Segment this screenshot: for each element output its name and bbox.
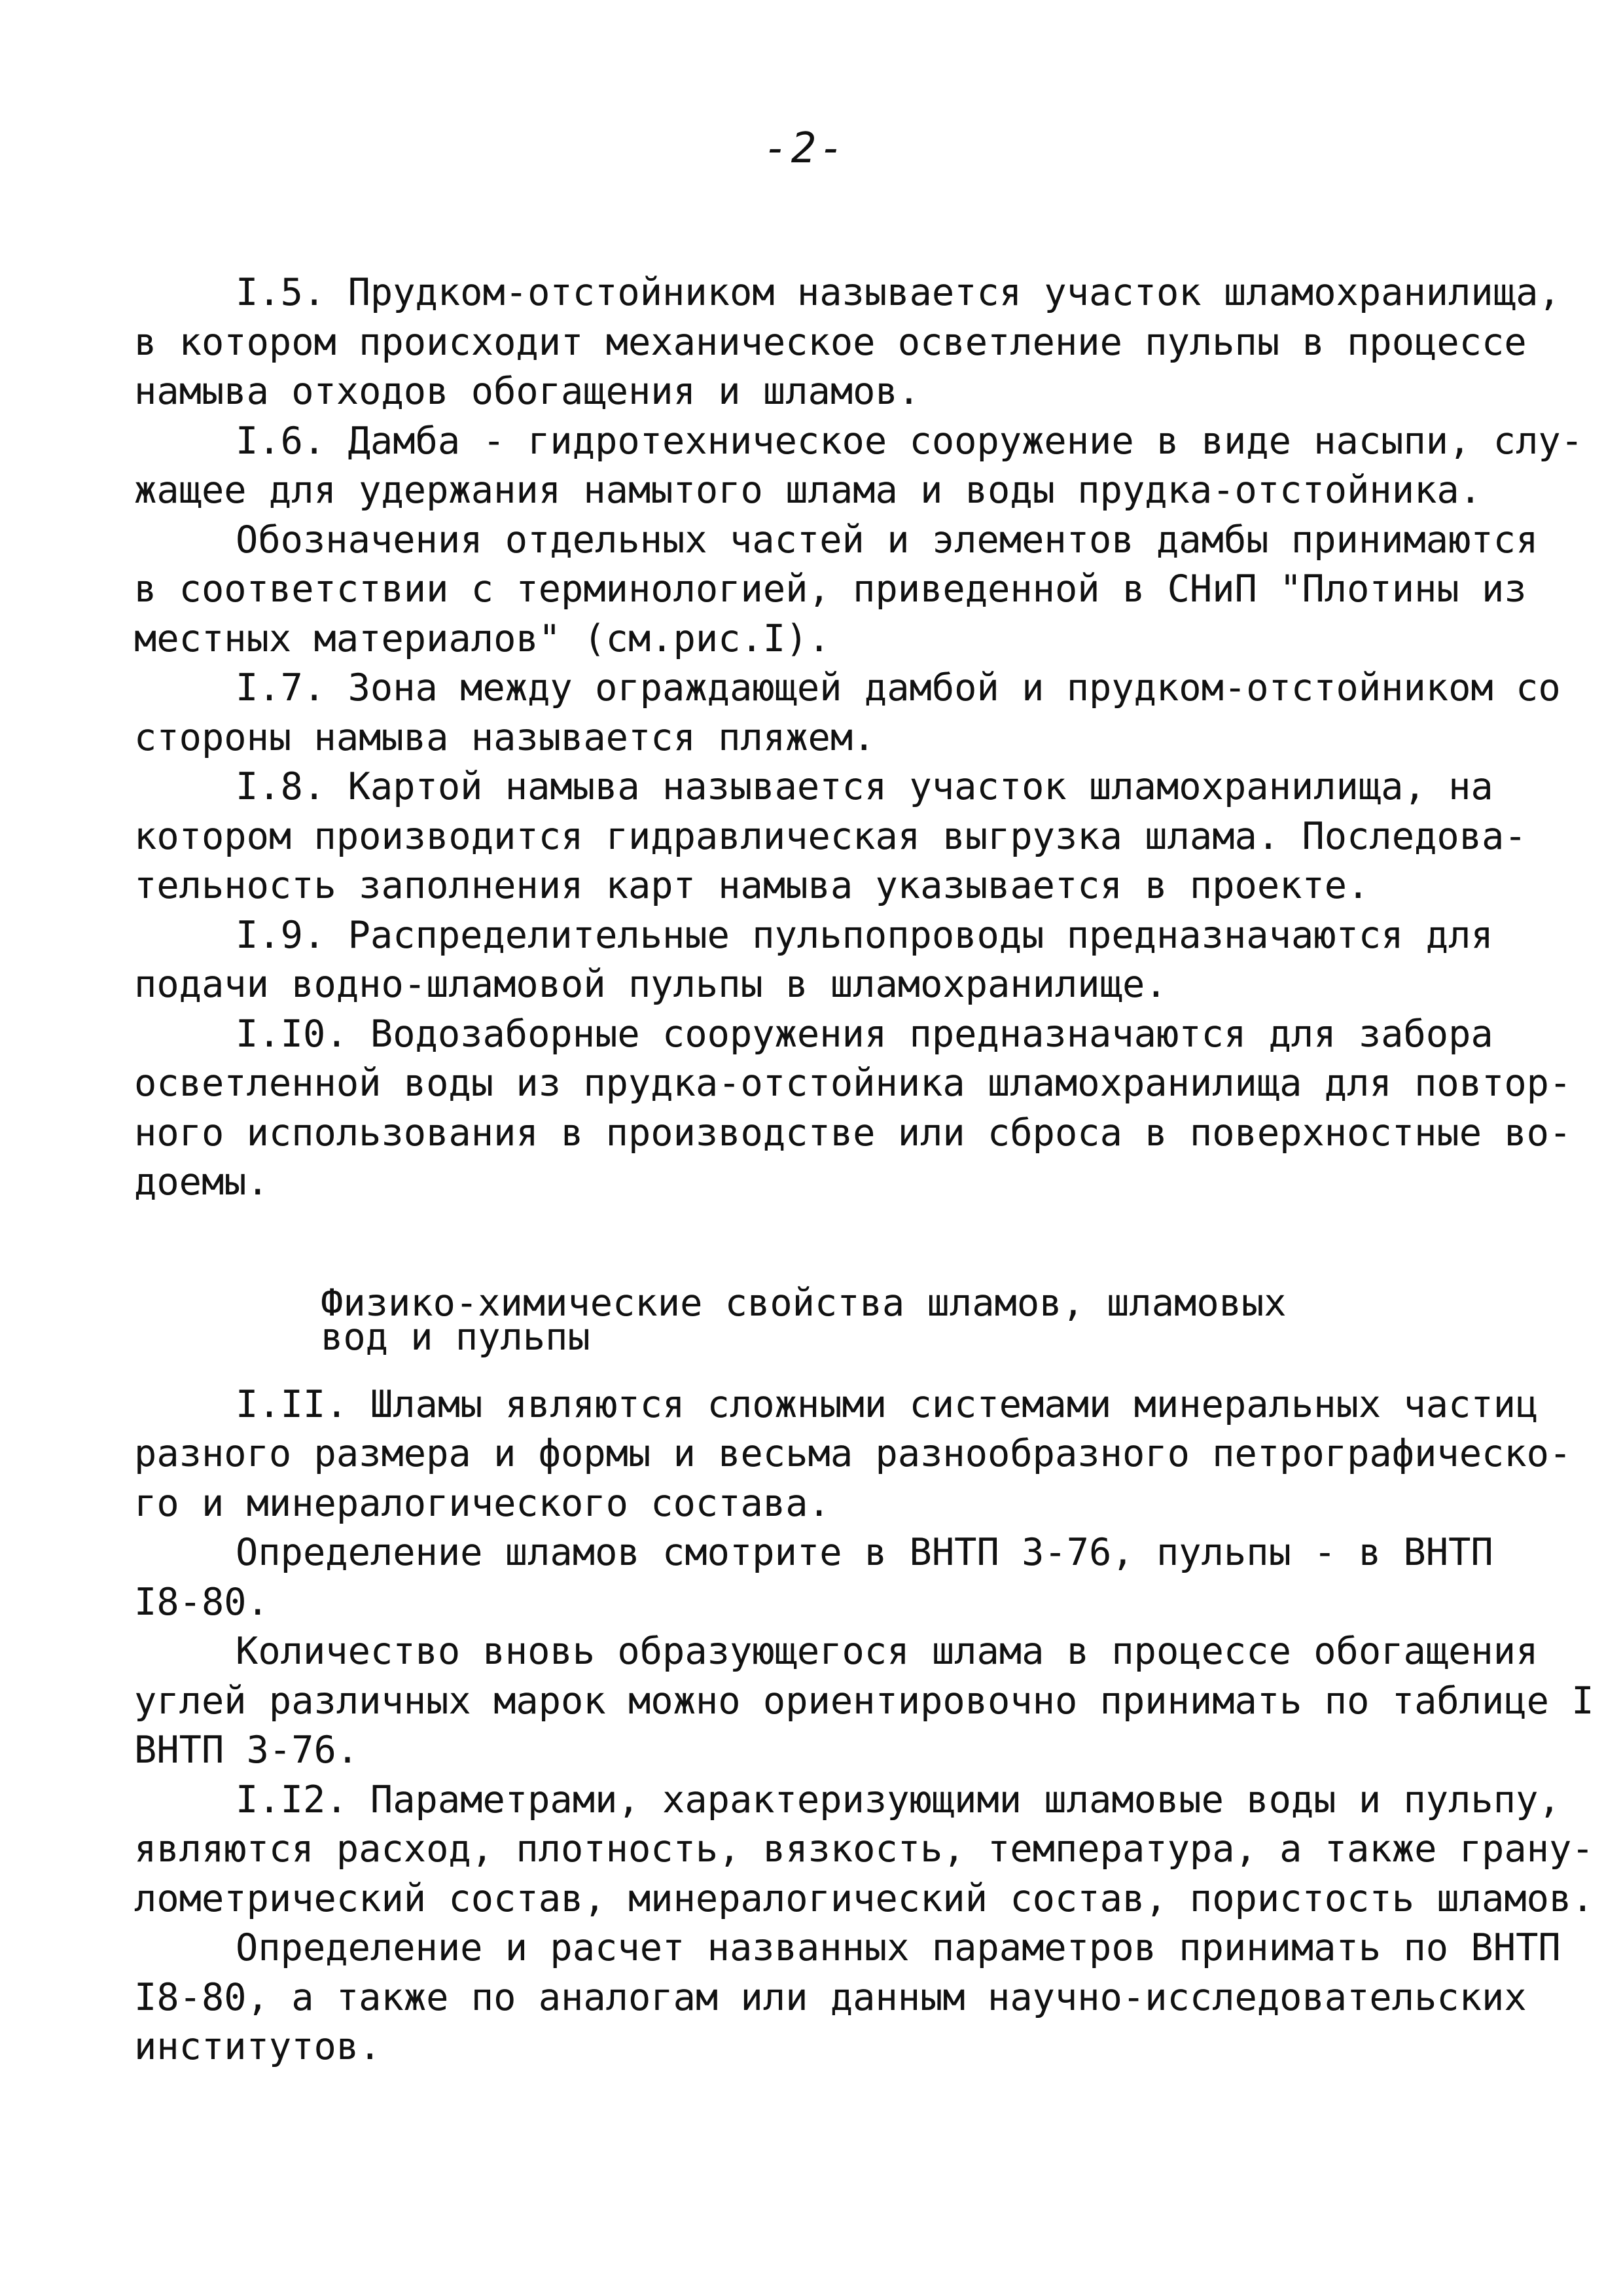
text-line: I.II. Шламы являются сложными системами минеральных частиц xyxy=(236,1382,1539,1426)
body-text xyxy=(134,268,1594,2072)
section-heading-line-2: вод и пульпы xyxy=(321,1315,590,1359)
text-line: I.7. Зона между ограждающей дамбой и прудком-отстойником со xyxy=(236,666,1561,709)
section-heading-line-1: Физико-химические свойства шламов, шламовых xyxy=(321,1281,1287,1325)
text-line: I8-80. xyxy=(134,1580,269,1624)
text-line: ного использования в производстве или сброса в поверхностные во- xyxy=(134,1111,1572,1155)
section-heading xyxy=(134,1281,1482,1359)
text-line: Определение шламов смотрите в ВНТП 3-76, пульпы - в ВНТП xyxy=(236,1531,1493,1574)
text-line: разного размера и формы и весьма разнообразного петрографическо- xyxy=(134,1432,1572,1475)
section-properties xyxy=(134,1380,1594,2072)
text-line: подачи водно-шламовой пульпы в шламохранилище. xyxy=(134,963,1168,1006)
text-line: котором производится гидравлическая выгрузка шлама. Последова- xyxy=(134,814,1527,858)
text-line: I.I2. Параметрами, характеризующими шламовые воды и пульпу, xyxy=(236,1778,1561,1821)
text-line: Определение и расчет названных параметров принимать по ВНТП xyxy=(236,1926,1561,1969)
text-line: в котором происходит механическое осветление пульпы в процессе xyxy=(134,320,1527,364)
section-definitions xyxy=(134,268,1584,1208)
text-line: местных материалов" (см.рис.I). xyxy=(134,617,830,660)
text-line: намыва отходов обогащения и шламов. xyxy=(134,370,921,413)
text-line: углей различных марок можно ориентировочно принимать по таблице I xyxy=(134,1679,1594,1723)
text-line: доемы. xyxy=(134,1160,269,1204)
page-number: -2- xyxy=(763,124,847,173)
text-line: I.8. Картой намыва называется участок шламохранилища, на xyxy=(236,765,1493,808)
text-line: го и минералогического состава. xyxy=(134,1481,830,1525)
text-line: лометрический состав, минералогический состав, пористость шламов. xyxy=(134,1876,1594,1920)
text-line: I.I0. Водозаборные сооружения предназначаются для забора xyxy=(236,1012,1493,1056)
text-line: Количество вновь образующегося шлама в процессе обогащения xyxy=(236,1630,1539,1673)
text-line: ВНТП 3-76. xyxy=(134,1729,359,1772)
text-line: I.6. Дамба - гидротехническое сооружение в виде насыпи, слу- xyxy=(236,419,1584,463)
text-line: стороны намыва называется пляжем. xyxy=(134,715,876,759)
text-line: I8-80, а также по аналогам или данным научно-исследовательских xyxy=(134,1975,1527,2019)
text-line: жащее для удержания намытого шлама и воды прудка-отстойника. xyxy=(134,469,1482,512)
text-line: в соответствии с терминологией, приведенной в СНиП "Плотины из xyxy=(134,567,1527,611)
text-line: тельность заполнения карт намыва указывается в проекте. xyxy=(134,864,1370,907)
text-line: институтов. xyxy=(134,2025,382,2068)
text-line: I.5. Прудком-отстойником называется участок шламохранилища, xyxy=(236,271,1561,314)
text-line: I.9. Распределительные пульпопроводы предназначаются для xyxy=(236,913,1493,957)
text-line: Обозначения отдельных частей и элементов дамбы принимаются xyxy=(236,518,1539,562)
text-line: являются расход, плотность, вязкость, температура, а также грану- xyxy=(134,1827,1594,1871)
text-line: осветленной воды из прудка-отстойника шламохранилища для повтор- xyxy=(134,1062,1572,1105)
